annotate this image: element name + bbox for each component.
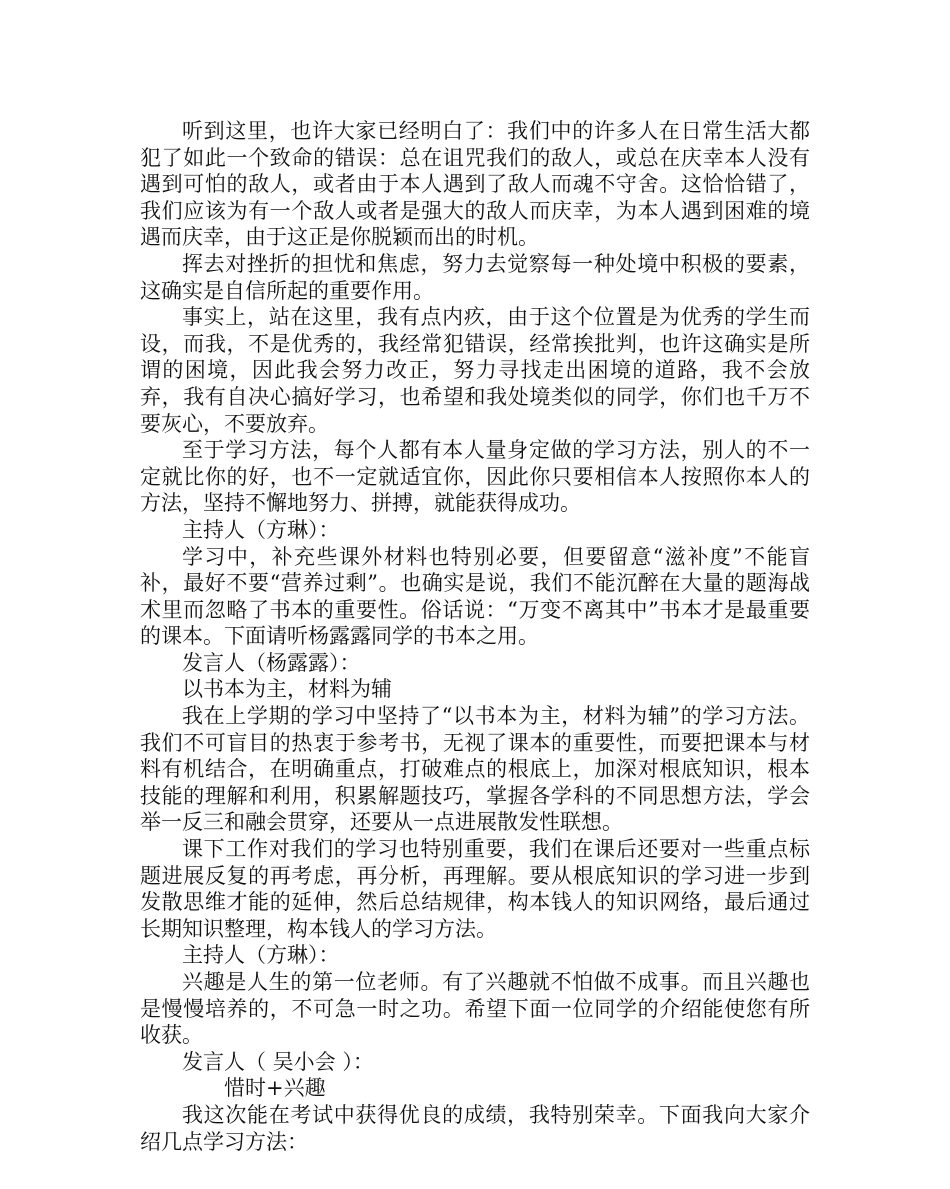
speaker-label: 发言人（杨露露）： <box>182 650 361 675</box>
paragraph: 兴趣是人生的第一位老师。有了兴趣就不怕做不成事。而且兴趣也是慢慢培养的，不可急一时之功。希望下面一位同学的介绍能使您有所收获。 <box>140 970 810 1048</box>
paragraph: 挥去对挫折的担忧和焦虑，努力去觉察每一种处境中积极的要素，这确实是自信所起的重要作用。 <box>140 251 810 303</box>
host-label: 主持人（方琳）： <box>182 943 340 968</box>
paragraph: 至于学习方法，每个人都有本人量身定做的学习方法，别人的不一定就比你的好，也不一定就适宜你，因此你只要相信本人按照你本人的方法，坚持不懈地努力、拼搏，就能获得成功。 <box>140 438 810 516</box>
document-page <box>140 118 810 1155</box>
paragraph: 事实上，站在这里，我有点内疚，由于这个位置是为优秀的学生而设，而我，不是优秀的，我经常犯错误，经常挨批判，也许这确实是所谓的困境，因此我会努力改正，努力寻找走出困境的道路，我不会放弃，我有自决心搞好学习，也希望和我处境类似的同学，你们也千万不要灰心，不要放弃。 <box>140 305 810 436</box>
speech-title: 惜时+兴趣 <box>224 1076 326 1101</box>
paragraph: 学习中，补充些课外材料也特别必要，但要留意“滋补度”不能盲补，最好不要“营养过剩”。也确实是说，我们不能沉醉在大量的题海战术里而忽略了书本的重要性。俗话说：“万变不离其中”书本才是最重要的课本。下面请听杨露露同学的书本之用。 <box>140 544 810 649</box>
host-label: 主持人（方琳）： <box>182 517 340 542</box>
speaker-label: 发言人（ 吴小会 ）： <box>182 1049 374 1074</box>
paragraph: 课下工作对我们的学习也特别重要，我们在课后还要对一些重点标题进展反复的再考虑，再分析，再理解。要从根底知识的学习进一步到发散思维才能的延伸，然后总结规律，构本钱人的知识网络，最后通过长期知识整理，构本钱人的学习方法。 <box>140 837 810 941</box>
paragraph: 听到这里，也许大家已经明白了：我们中的许多人在日常生活大都犯了如此一个致命的错误：总在诅咒我们的敌人，或总在庆幸本人没有遇到可怕的敌人，或者由于本人遇到了敌人而魂不守舍。这恰恰错了，我们应该为有一个敌人或者是强大的敌人而庆幸，为本人遇到困难的境遇而庆幸，由于这正是你脱颖而出的时机。 <box>140 119 810 250</box>
speech-title: 以书本为主，材料为辅 <box>182 677 392 702</box>
paragraph: 我在上学期的学习中坚持了“以书本为主，材料为辅”的学习方法。我们不可盲目的热衷于参考书，无视了课本的重要性，而要把课本与材料有机结合，在明确重点，打破难点的根底上，加深对根底知识，根本技能的理解和利用，积累解题技巧，掌握各学科的不同思想方法，学会举一反三和融会贯穿，还要从一点进展散发性联想。 <box>140 704 810 835</box>
paragraph: 我这次能在考试中获得优良的成绩，我特别荣幸。下面我向大家介绍几点学习方法： <box>140 1102 810 1154</box>
